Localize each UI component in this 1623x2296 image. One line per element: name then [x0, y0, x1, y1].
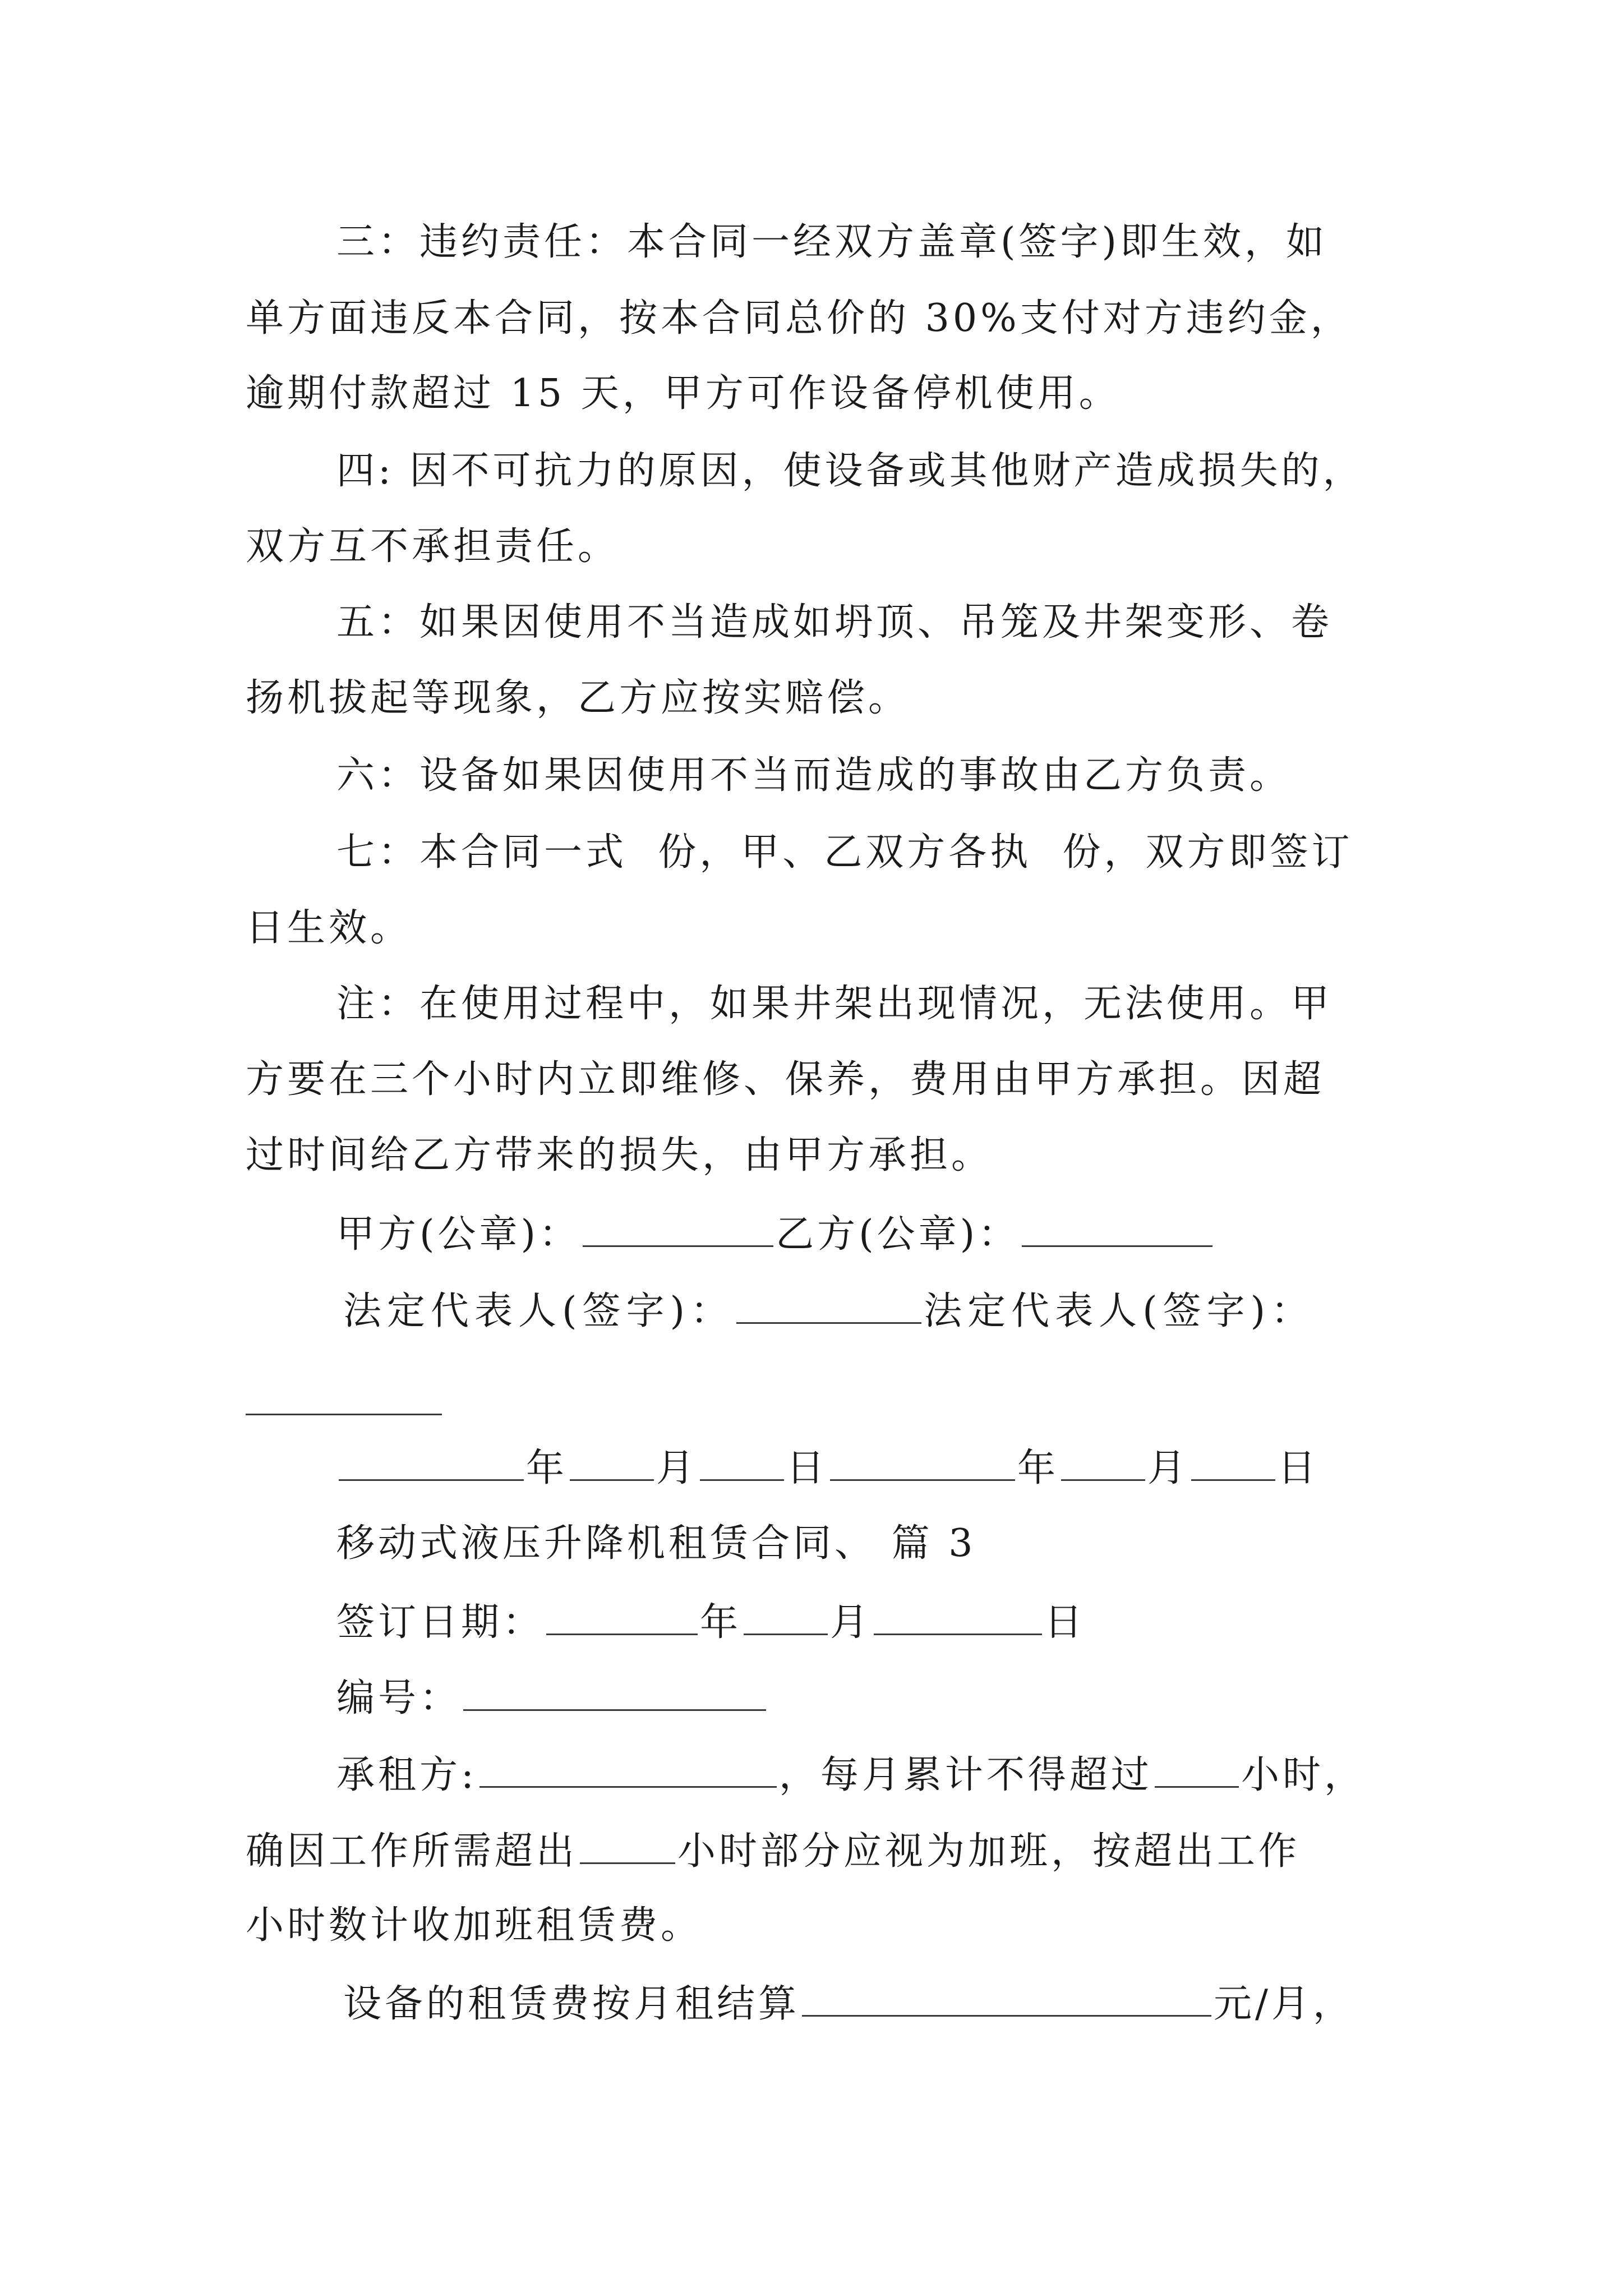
- date-b-month-blank[interactable]: [1061, 1444, 1145, 1481]
- sign-date-year-blank[interactable]: [546, 1599, 698, 1635]
- date-b-year-label: 年: [1017, 1446, 1059, 1490]
- party-a-seal-blank[interactable]: [583, 1211, 773, 1247]
- lessee-label: 承租方:: [336, 1753, 477, 1797]
- clause-3-line-3: 逾期付款超过 15 天，甲方可作设备停机使用。: [246, 371, 1121, 416]
- number-label: 编号：: [336, 1676, 462, 1720]
- sign-date-day-label: 日: [1044, 1600, 1086, 1645]
- sign-date-month-label: 月: [830, 1600, 872, 1645]
- clause-5-line-2: 扬机拔起等现象，乙方应按实赔偿。: [246, 676, 910, 720]
- date-a-day-blank[interactable]: [700, 1444, 784, 1481]
- clause-4-line-1: 四: 因不可抗力的原因，使设备或其他财产造成损失的，: [336, 449, 1364, 493]
- party-a-seal-label: 甲方(公章)：: [336, 1212, 581, 1257]
- signature-date-line: [336, 1444, 1402, 1489]
- date-b-day-label: 日: [1278, 1446, 1320, 1490]
- legal-rep-line: [343, 1287, 1409, 1332]
- number-blank[interactable]: [463, 1674, 766, 1711]
- sign-date-line: [336, 1599, 1402, 1644]
- clause-3-line-2: 单方面违反本合同，按本合同总价的 30%支付对方违约金，: [246, 296, 1352, 341]
- legal-rep-a-blank[interactable]: [736, 1287, 921, 1324]
- rent-line: [343, 1980, 1409, 2025]
- lessee-blank[interactable]: [479, 1751, 777, 1788]
- lessee-hours-text: 小时，: [1241, 1753, 1366, 1797]
- clause-6-line-1: 六：设备如果因使用不当而造成的事故由乙方负责。: [336, 753, 1292, 798]
- monthly-hours-blank[interactable]: [1155, 1751, 1239, 1788]
- lessee-monthly-limit-text: ，每月累计不得超过: [778, 1753, 1152, 1797]
- section-3-title: 移动式液压升降机租赁合同、 篇 3: [336, 1521, 976, 1566]
- date-b-year-blank[interactable]: [830, 1444, 1015, 1481]
- date-a-month-blank[interactable]: [570, 1444, 654, 1481]
- note-line-1: 注：在使用过程中，如果井架出现情况，无法使用。甲: [336, 982, 1333, 1026]
- rent-unit: 元/月，: [1214, 1982, 1354, 2026]
- overtime-hours-blank[interactable]: [580, 1828, 675, 1864]
- lessee-line-2: [246, 1828, 1384, 1872]
- rent-label: 设备的租赁费按月租结算: [343, 1982, 800, 2026]
- date-a-year-label: 年: [526, 1446, 568, 1490]
- clause-5-line-1: 五：如果因使用不当造成如坍顶、吊笼及井架变形、卷: [336, 600, 1333, 645]
- legal-rep-a-label: 法定代表人(签字)：: [343, 1289, 735, 1333]
- date-a-month-label: 月: [656, 1446, 698, 1490]
- date-a-year-blank[interactable]: [339, 1444, 524, 1481]
- number-line: [336, 1674, 1402, 1719]
- clause-3-line-1: 三：违约责任：本合同一经双方盖章(签字)即生效，如: [336, 220, 1328, 264]
- sign-date-day-blank[interactable]: [874, 1599, 1042, 1635]
- clause-4-line-2: 双方互不承担责任。: [246, 524, 620, 569]
- legal-rep-b-label: 法定代表人(签字)：: [924, 1289, 1315, 1333]
- legal-rep-b-blank[interactable]: [246, 1414, 442, 1415]
- party-b-seal-label: 乙方(公章)：: [776, 1212, 1020, 1257]
- sign-date-label: 签订日期：: [336, 1600, 545, 1645]
- seal-line: [336, 1211, 1402, 1255]
- note-line-3: 过时间给乙方带来的损失，由甲方承担。: [246, 1133, 993, 1177]
- lessee-line-3: 小时数计收加班租赁费。: [246, 1903, 703, 1948]
- overtime-start-text: 确因工作所需超出: [246, 1829, 578, 1874]
- lessee-line-1: [336, 1751, 1402, 1796]
- date-b-month-label: 月: [1147, 1446, 1189, 1490]
- rent-amount-blank[interactable]: [802, 1980, 1211, 2017]
- date-a-day-label: 日: [786, 1446, 828, 1490]
- date-b-day-blank[interactable]: [1191, 1444, 1275, 1481]
- clause-7-line-2: 日生效。: [246, 906, 412, 950]
- overtime-end-text: 小时部分应视为加班，按超出工作: [677, 1829, 1301, 1874]
- party-b-seal-blank[interactable]: [1022, 1211, 1212, 1247]
- note-line-2: 方要在三个小时内立即维修、保养，费用由甲方承担。因超: [246, 1057, 1325, 1102]
- sign-date-month-blank[interactable]: [744, 1599, 828, 1635]
- sign-date-year-label: 年: [700, 1600, 742, 1645]
- clause-7-line-1: 七：本合同一式 份，甲、乙双方各执 份，双方即签订: [336, 830, 1353, 875]
